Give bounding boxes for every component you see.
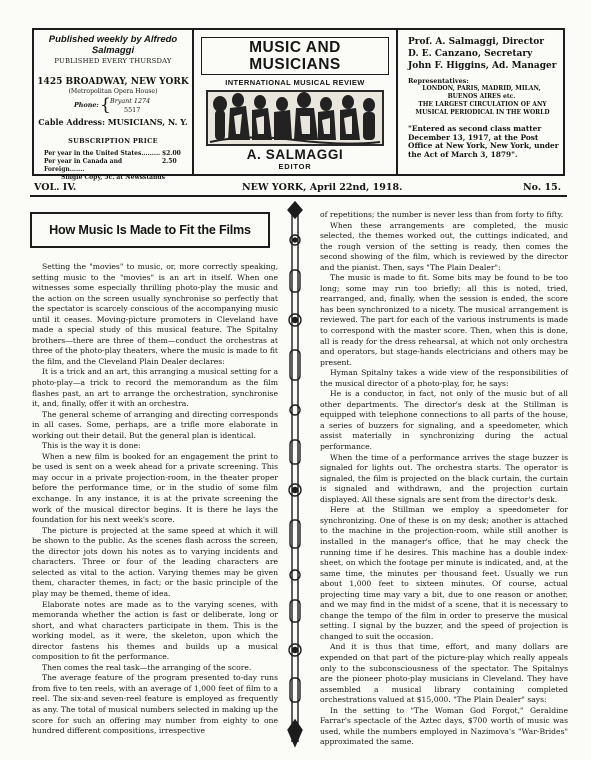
paragraph: When these arrangements are completed, the music selected, the themes worked out, the cuttings indicated, and the rough version of the setting is ready, then comes the second showing of the film, which is reviewed by the director and the pianist. Then, says "The Plain Dealer": (320, 220, 568, 272)
publisher-line: Published weekly by Alfredo Salmaggi (48, 34, 178, 56)
article-column-right (320, 210, 568, 748)
representatives-cities-1: LONDON, PARIS, MADRID, MILAN, (422, 85, 541, 92)
paragraph: Then comes the real task—the arranging of the score. (42, 662, 252, 672)
paragraph: When the time of a performance arrives the stage buzzer is signaled for lights out. The orchestra starts. The operator is signaled, the film is projected on the black curtain, the curtain is signaled and withdrawn, and the projection curtain displayed. All these signals are sent from the director's desk. (320, 452, 568, 504)
paragraph: Setting the "movies" to music, or, more correctly speaking, setting music to the "movies" is an art in itself. When one witnesses some especially thrilling photo-play the music and the action on the screen usually synchronise so perfectly that the spectator is scarcely conscious of the accompanying music until it ceases. Moving-picture promoters in Cleveland have made a special study of this musical feature. The Spitalny brothers—there are three of them—conduct the orchestras at three of the photo-play theaters, where the music is made to fit the film, and the Cleveland Plain Dealer declares: (32, 262, 278, 366)
staff-info (400, 30, 565, 174)
representatives-cities-2: BUENOS AIRES etc. (447, 93, 516, 100)
paragraph: This is the way it is done: (42, 441, 141, 451)
phone-numbers (34, 96, 192, 114)
issue-number: No. 15. (523, 182, 561, 193)
paragraph: And it is thus that time, effort, and many dollars are expended on that part of the picture-play which really appeals only to the subconsciousness of the spectator. The Spitalnys are the pioneer photo-play musicians in Cleveland. They have assembled a musical library containing completed orchestrations valued at $15,000. "The Plain Dealer" says: (320, 642, 568, 705)
phone-number-2: 5517 (124, 106, 141, 114)
price-canada-value: 2.50 (162, 158, 177, 165)
phone-label: Phone: (74, 101, 99, 109)
ornamental-column-divider (284, 200, 306, 750)
cable-address: Cable Address: MUSICIANS, N. Y. (38, 117, 188, 127)
staff-ad-manager: John F. Higgins, Ad. Manager (408, 61, 557, 71)
publication-logo-subtitle: INTERNATIONAL MUSICAL REVIEW (225, 78, 365, 87)
subscription-prices (34, 150, 192, 182)
circulation-claim-1: THE LARGEST CIRCULATION OF ANY (418, 101, 547, 108)
article-headline-box (30, 212, 270, 248)
issue-bar (30, 179, 567, 197)
staff-secretary: D. E. Canzano, Secretary (408, 49, 533, 59)
logo-block (194, 30, 398, 174)
staff-director: Prof. A. Salmaggi, Director (408, 37, 545, 47)
paragraph: When a new film is booked for an engagement the print to be used is sent on a week ahead for a private screening. This may occur in a private projection-room, in the theater proper before the performance time, or in the studio of some film exchange. In any instance, it is at the private screening the work of the musical director begins. It is there he lays the foundation for his next week's score. (32, 451, 278, 525)
office-building: (Metropolitan Opera House) (68, 88, 158, 95)
article-column-left (32, 262, 278, 737)
paragraph: Here at the Stillman we employ a speedometer for synchronizing. One of these is on my desk; another is attached to the machine in the projection-room, while still another is installed in the manager's office, that he may check the running time if he desires. This machine has a double index-sheet, on which the footage per minute is indicated, and, at the same time, the minutes per thousand feet. Usually we run about 1,000 feet to sixteen minutes. Of course, actual projecting time may vary a bit, due to one reason or another, and we may find in the midst of a scene, that it is necessary to change the tempo of the film in order to preserve the musical setting. I signal by the buzzer, and the speed of projection is changed to suit the occasion. (320, 505, 568, 641)
postal-entry-notice: "Entered as second class matter December 13, 1917, at the Post Office at New York, New York, under the Act of March 3, 1879". (408, 124, 559, 159)
publication-logo-title: MUSIC AND MUSICIANS (201, 37, 389, 75)
paragraph: Hyman Spitalny takes a wide view of the responsibilities of the musical director of a photo-play, for, he says: (320, 368, 568, 388)
subscription-title: SUBSCRIPTION PRICE (68, 137, 158, 145)
office-address: 1425 BROADWAY, NEW YORK (37, 77, 189, 87)
paragraph: The average feature of the program presented to-day runs from five to ten reels, with an average of 1,000 feet of film to a reel. The six-and seven-reel feature is employed as frequently as any. The total of musical numbers selected in making up the score for such an offering may number from eighty to one hundred different compositions, irrespective (32, 673, 278, 736)
price-row-us (44, 150, 192, 158)
phone-number-1: Bryant 1274 (110, 97, 151, 105)
publisher-info (34, 30, 194, 181)
single-copy-price: Single Copy, 5c. at Newsstands (61, 174, 165, 181)
paragraph: It is a trick and an art, this arranging a musical setting for a photo-play—a trick to record the memorandum as the film flashes past, an art to arrange the orchestration, synchronise it, and, finally, offer it with an orchestra. (32, 367, 278, 409)
circulation-claim-2: MUSICAL PERIODICAL IN THE WORLD (415, 109, 550, 116)
price-us-value: $2.00 (162, 150, 181, 157)
paragraph: He is a conductor, in fact, not only of the music but of all other departments. The director's desk at the Stillman is equipped with telephone connections to all parts of the house, a series of buzzers for signaling, and a speedometer, which assist materially in synchronizing during the actual performance. (320, 389, 568, 452)
price-canada-label: Per year in Canada and Foreign....... (44, 158, 123, 173)
volume-number: VOL. IV. (34, 182, 77, 193)
musicians-illustration (206, 90, 384, 146)
paragraph: The picture is projected at the same speed at which it will be shown to the public. As the scenes flash across the screen, the director jots down his notes as to varying incidents and characters. Three or four of the leading characters are selected as vital to the action. Varying themes may be given them, character themes, in fact; or the basic principle of the play may be themed, theme of idea. (32, 525, 278, 598)
editor-role: EDITOR (278, 162, 312, 171)
publication-frequency: PUBLISHED EVERY THURSDAY (54, 57, 172, 65)
brace-glyph: { (100, 95, 111, 115)
article-headline: How Music Is Made to Fit the Films (49, 223, 251, 237)
paragraph: of repetitions; the number is never less than from forty to fifty. (320, 210, 564, 219)
price-row-canada (44, 158, 192, 174)
issue-date: NEW YORK, April 22nd, 1918. (242, 182, 403, 193)
paragraph: Elaborate notes are made as to the varying scenes, with memoranda whether the action is fast or deliberate, long or short, and what characters participate in them. This is the working model, as it were, the skeleton, upon which the director fastens his themes and builds up a musical composition to fit the performance. (32, 599, 278, 662)
paragraph: The music is made to fit. Some bits may be found to be too long; some may run too briefly; all this is noted, tried, rearranged, and, finally, when the session is ended, the score has been synchronized to a nicety. The musical arrangement is reviewed. The part for each of the various instruments is made to correspond with the master score. Then, when this is done, all is ready for the dress rehearsal, at which not only orchestra and operators, but stage-hands electricians and others may be present. (320, 273, 568, 367)
editor-name: A. SALMAGGI (246, 147, 344, 162)
paragraph: The general scheme of arranging and directing corresponds in all cases. Some, perhaps, are a trifle more elaborate in working out their detail. But the general plan is identical. (32, 409, 278, 440)
price-us-label: Per year in the United States......... (44, 150, 161, 157)
masthead (32, 28, 565, 181)
paragraph: In the setting to "The Woman God Forgot," Geraldine Farrar's spectacle of the Aztec days, $700 worth of music was used, while the numbers employed in Nazimova's "War-Brides" approximated the same. (320, 705, 568, 747)
representatives-label: Representatives: (408, 77, 469, 85)
